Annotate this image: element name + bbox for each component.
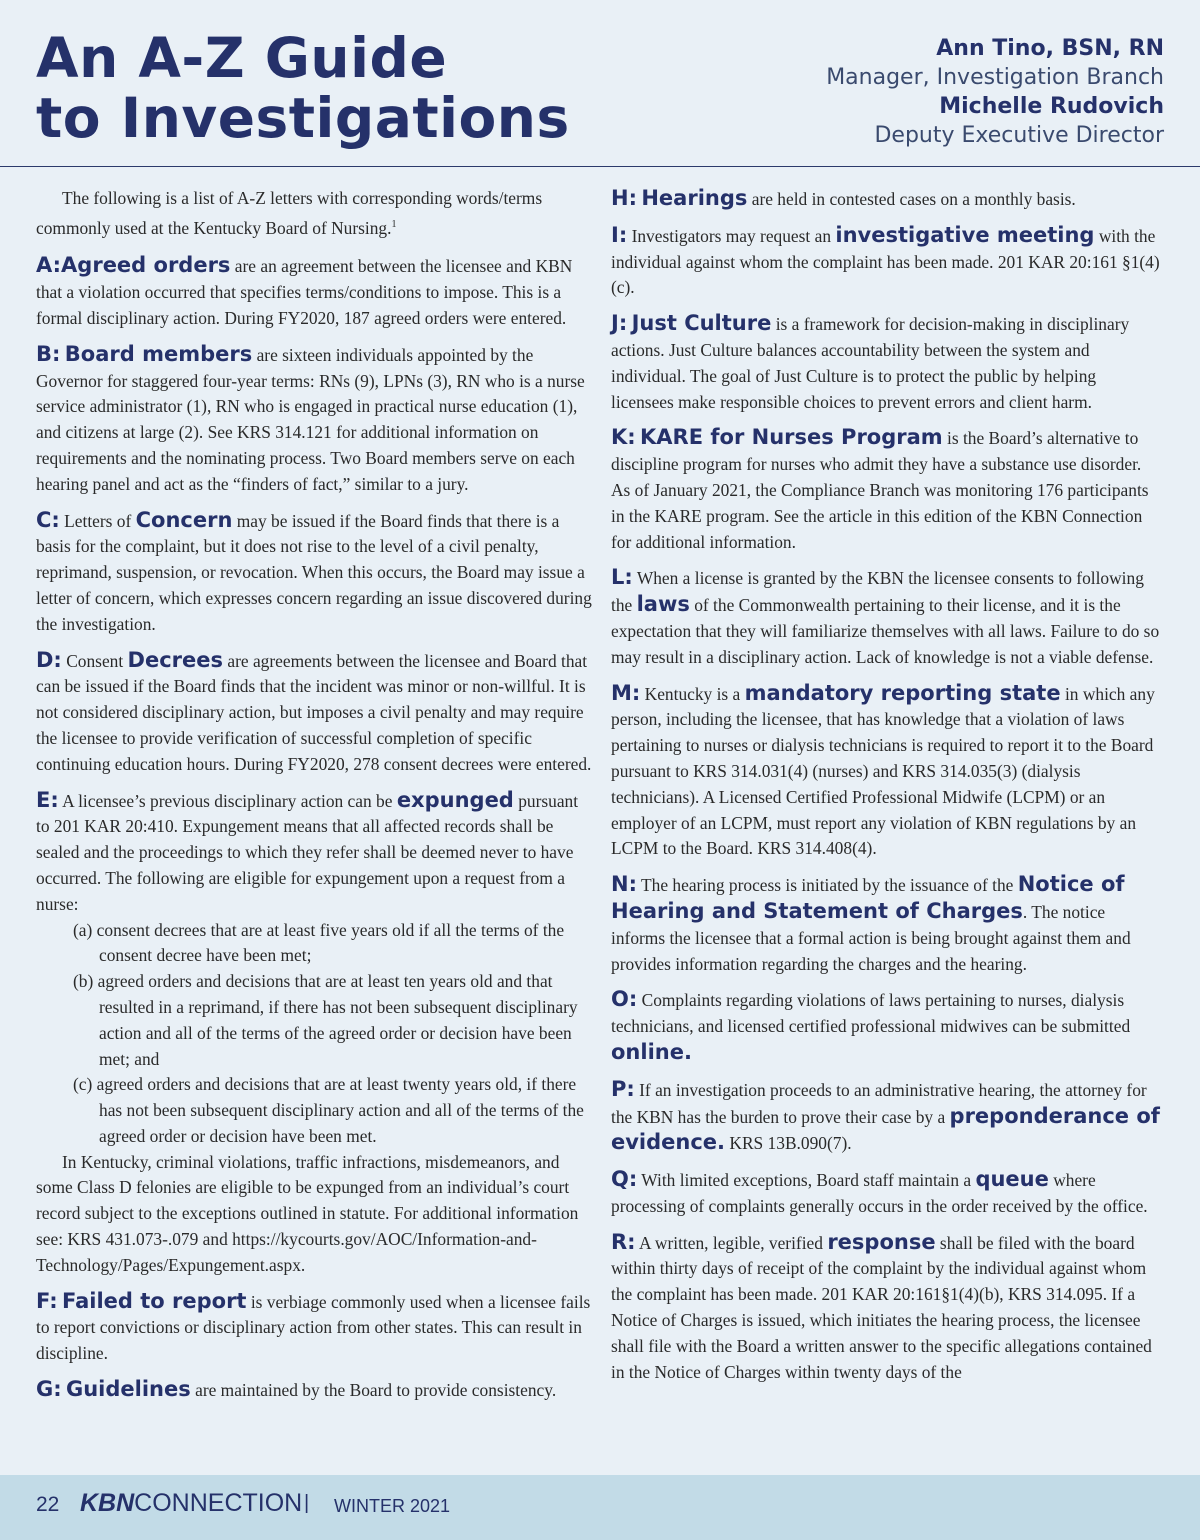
entry-term: Board members	[64, 341, 253, 366]
entry-letter: J:	[611, 311, 628, 336]
entry-term: Concern	[135, 507, 233, 532]
entry-text: are agreements between the licensee and Board that can be issued if the Board finds that the incident was minor or non-willful. It is not considered disciplinary action, but imposes a civil penalty and may require the licensee to provide verification of successful completion of specific continuing education hours. During FY2020, 278 consent decrees were entered.	[36, 650, 592, 774]
entry-letter: H:	[611, 186, 637, 210]
entry-text: is a framework for decision-making in disciplinary actions. Just Culture balances accountability between the system and individual. The goal of Just Culture is to protect the public by helping licensees make responsible choices to prevent errors and client harm.	[611, 314, 1130, 412]
entry-b	[36, 342, 592, 498]
page-title	[36, 28, 570, 148]
author-2-name: Michelle Rudovich	[939, 94, 1164, 119]
entry-i	[611, 223, 1163, 301]
entry-term: expunged	[396, 787, 514, 812]
expunge-item-c: (c) agreed orders and decisions that are at least twenty years old, if there has not been subsequent disciplinary action and all of the terms of the agreed order or decision have been met.	[73, 1074, 584, 1146]
entry-text: in which any person, including the licensee, that has knowledge that a violation of laws pertaining to nurses or dialysis technicians is required to report it to the Board pursuant to KRS 314.031(4) (nurses) and KRS 314.035(3) (dialysis technicians). A Licensed Certified Professional Midwife (LCPM) or an employer of an LCPM, must report any violation of KBN regulations by an LCPM to the Board. KRS 314.408(4).	[611, 683, 1155, 859]
entry-letter: M:	[611, 680, 641, 705]
entry-letter: E:	[36, 787, 59, 812]
entry-pre: A written, legible, verified	[635, 1232, 828, 1253]
expunge-closing: In Kentucky, criminal violations, traffic infractions, misdemeanors, and some Class D felonies are eligible to be expunged from an individual’s court record subject to the exceptions outlined in statute. For additional information see: KRS 431.073-.079 and https://kycourts.gov/AOC/Information-and-Technology/Pages/Expungement.aspx.	[36, 1151, 579, 1275]
entry-text: KRS 13B.090(7).	[725, 1133, 852, 1154]
entry-pre: Letters of	[59, 510, 136, 531]
expunge-item-a: (a) consent decrees that are at least five years old if all the terms of the consent decree have been met;	[73, 919, 565, 966]
entry-text: are an agreement between the licensee and KBN that a violation occurred that specifies terms/conditions to impose. This is a formal disciplinary action. During FY2020, 187 agreed orders were entered.	[36, 256, 573, 328]
author-1-role: Manager, Investigation Branch	[826, 65, 1164, 90]
entry-pre: Complaints regarding violations of laws pertaining to nurses, dialysis technicians, and licensed certified professional midwives can be submitted	[611, 990, 1131, 1037]
brand-bold: KBN	[80, 1489, 135, 1517]
entry-text: . The notice informs the licensee that a formal action is being brought against them and provides information regarding the charges and the hearing.	[611, 901, 1131, 974]
entry-letter: A:	[36, 253, 62, 278]
entry-text: of the Commonwealth pertaining to their license, and it is the expectation that they will familiarize themselves with all laws. Failure to do so may result in a disciplinary action. Lack of knowledge is not a viable defense.	[611, 595, 1160, 667]
entry-text: are sixteen individuals appointed by the Governor for staggered four-year terms: RNs (9), LPNs (3), RN who is a nurse service administrator (1), RN who is engaged in practical nurse education (1), and citizens at large (2). See KRS 314.121 for additional information on requirements and the nominating process. Two Board members serve on each hearing panel and act as the “finders of fact,” similar to a jury.	[36, 344, 585, 494]
entry-term: queue	[975, 1167, 1049, 1192]
entry-o	[611, 987, 1163, 1066]
entry-text: is verbiage commonly used when a licensee fails to report convictions or disciplinary action from other states. This can result in discipline.	[36, 1291, 591, 1364]
entry-letter: P:	[611, 1076, 635, 1101]
intro-paragraph	[36, 186, 592, 241]
entry-q	[611, 1167, 1163, 1220]
entry-letter: Q:	[611, 1167, 638, 1192]
entry-term: preponderance of evidence.	[611, 1103, 1160, 1155]
entry-pre: Consent	[61, 650, 128, 671]
entry-c	[36, 508, 592, 638]
entry-letter: G:	[36, 1377, 62, 1402]
entry-letter: C:	[36, 507, 60, 532]
entry-k	[611, 425, 1163, 555]
entry-pre: If an investigation proceeds to an administrative hearing, the attorney for the KBN has the burden to prove their case by a	[611, 1079, 1147, 1127]
entry-term: Guidelines	[66, 1377, 191, 1402]
entry-term: laws	[636, 592, 690, 617]
entry-e	[36, 788, 592, 1279]
entry-text: are maintained by the Board to provide consistency.	[190, 1380, 557, 1401]
entry-pre: When a license is granted by the KBN the licensee consents to following the	[611, 568, 1144, 616]
entry-term: Agreed orders	[61, 253, 231, 278]
entry-pre: A licensee’s previous disciplinary action can be	[58, 790, 397, 811]
title-line-1: An A-Z Guide	[36, 26, 448, 90]
entry-text: pursuant to 201 KAR 20:410. Expungement means that all affected records shall be sealed and the proceedings to which they refer shall be deemed never to have occurred. The following are eligible for expungement upon a request from a nurse:	[36, 790, 579, 914]
entry-letter: L:	[611, 565, 633, 590]
entry-text: is the Board’s alternative to discipline program for nurses who admit they have a substance use disorder. As of January 2021, the Compliance Branch was monitoring 176 participants in the KARE program. See the article in this edition of the KBN Connection for additional information.	[611, 428, 1149, 552]
entry-term: response	[827, 1229, 936, 1254]
entry-text: may be issued if the Board finds that there is a basis for the complaint, but it does not rise to the level of a civil penalty, reprimand, suspension, or revocation. When this occurs, the Board may issue a letter of concern, which expresses concern regarding an issue discovered during the investigation.	[36, 510, 592, 634]
title-line-2: to Investigations	[36, 86, 570, 150]
left-column	[36, 186, 592, 1414]
author-1-name: Ann Tino, BSN, RN	[936, 36, 1164, 61]
entry-h	[611, 186, 1163, 213]
entry-pre: With limited exceptions, Board staff maintain a	[637, 1170, 976, 1191]
entry-text: shall be filed with the board within thirty days of receipt of the complaint by the individual against whom the complaint has been made. 201 KAR 20:161§1(4)(b), KRS 314.095. If a Notice of Charges is issued, which initiates the hearing process, the licensee shall file with the Board a written answer to the specific allegations contained in the Notice of Charges within twenty days of the	[611, 1232, 1152, 1382]
expunge-item-b: (b) agreed orders and decisions that are at least ten years old and that resulted in a reprimand, if there has not been subsequent disciplinary action and all of the terms of the agreed order or decision have been met; and	[73, 971, 578, 1069]
entry-term: mandatory reporting state	[744, 680, 1061, 705]
entry-term: investigative meeting	[835, 222, 1095, 247]
author-block	[826, 34, 1164, 150]
entry-pre: Kentucky is a	[640, 683, 745, 704]
page-number: 22	[36, 1493, 60, 1516]
footer-separator: |	[304, 1492, 310, 1514]
entry-m	[611, 681, 1163, 863]
entry-term: Failed to report	[61, 1288, 247, 1313]
entry-letter: B:	[36, 341, 61, 366]
entry-text: where processing of complaints generally occurs in the order received by the office.	[611, 1170, 1148, 1216]
entry-letter: O:	[611, 987, 638, 1012]
author-2-role: Deputy Executive Director	[874, 123, 1164, 148]
entry-letter: F:	[36, 1288, 58, 1313]
entry-letter: N:	[611, 872, 637, 897]
brand-rest: CONNECTION	[134, 1489, 303, 1517]
entry-g	[36, 1377, 592, 1404]
entry-l	[611, 565, 1163, 670]
entry-pre: Investigators may request an	[627, 225, 836, 246]
entry-a	[36, 253, 592, 331]
entry-letter: K:	[611, 425, 636, 450]
issue-season: WINTER 2021	[334, 1496, 451, 1516]
entry-d	[36, 648, 592, 778]
entry-text: are held in contested cases on a monthly basis.	[747, 189, 1076, 209]
entry-letter: I:	[611, 222, 628, 247]
entry-r	[611, 1230, 1163, 1386]
publication-logo	[80, 1489, 302, 1518]
entry-f	[36, 1289, 592, 1367]
entry-j	[611, 311, 1163, 415]
entry-pre: The hearing process is initiated by the issuance of the	[636, 875, 1018, 896]
page-header	[0, 0, 1200, 167]
intro-text: The following is a list of A-Z letters with corresponding words/terms commonly used at the Kentucky Board of Nursing.	[36, 188, 543, 238]
right-column	[611, 186, 1163, 1395]
entry-p	[611, 1077, 1163, 1157]
entry-text: with the individual against whom the complaint has been made. 201 KAR 20:161 §1(4)(c).	[611, 225, 1160, 298]
footnote-marker: 1	[391, 218, 397, 230]
entry-term: Just Culture	[631, 311, 772, 336]
entry-term: online.	[611, 1039, 692, 1064]
entry-term: KARE for Nurses Program	[640, 425, 943, 450]
page-footer	[0, 1475, 1200, 1540]
entry-term: Decrees	[127, 647, 224, 672]
entry-letter: D:	[36, 647, 62, 672]
entry-term: Hearings	[641, 186, 748, 210]
entry-letter: R:	[611, 1229, 636, 1254]
entry-term: Notice of Hearing and Statement of Charges	[611, 872, 1125, 923]
entry-n	[611, 872, 1163, 977]
